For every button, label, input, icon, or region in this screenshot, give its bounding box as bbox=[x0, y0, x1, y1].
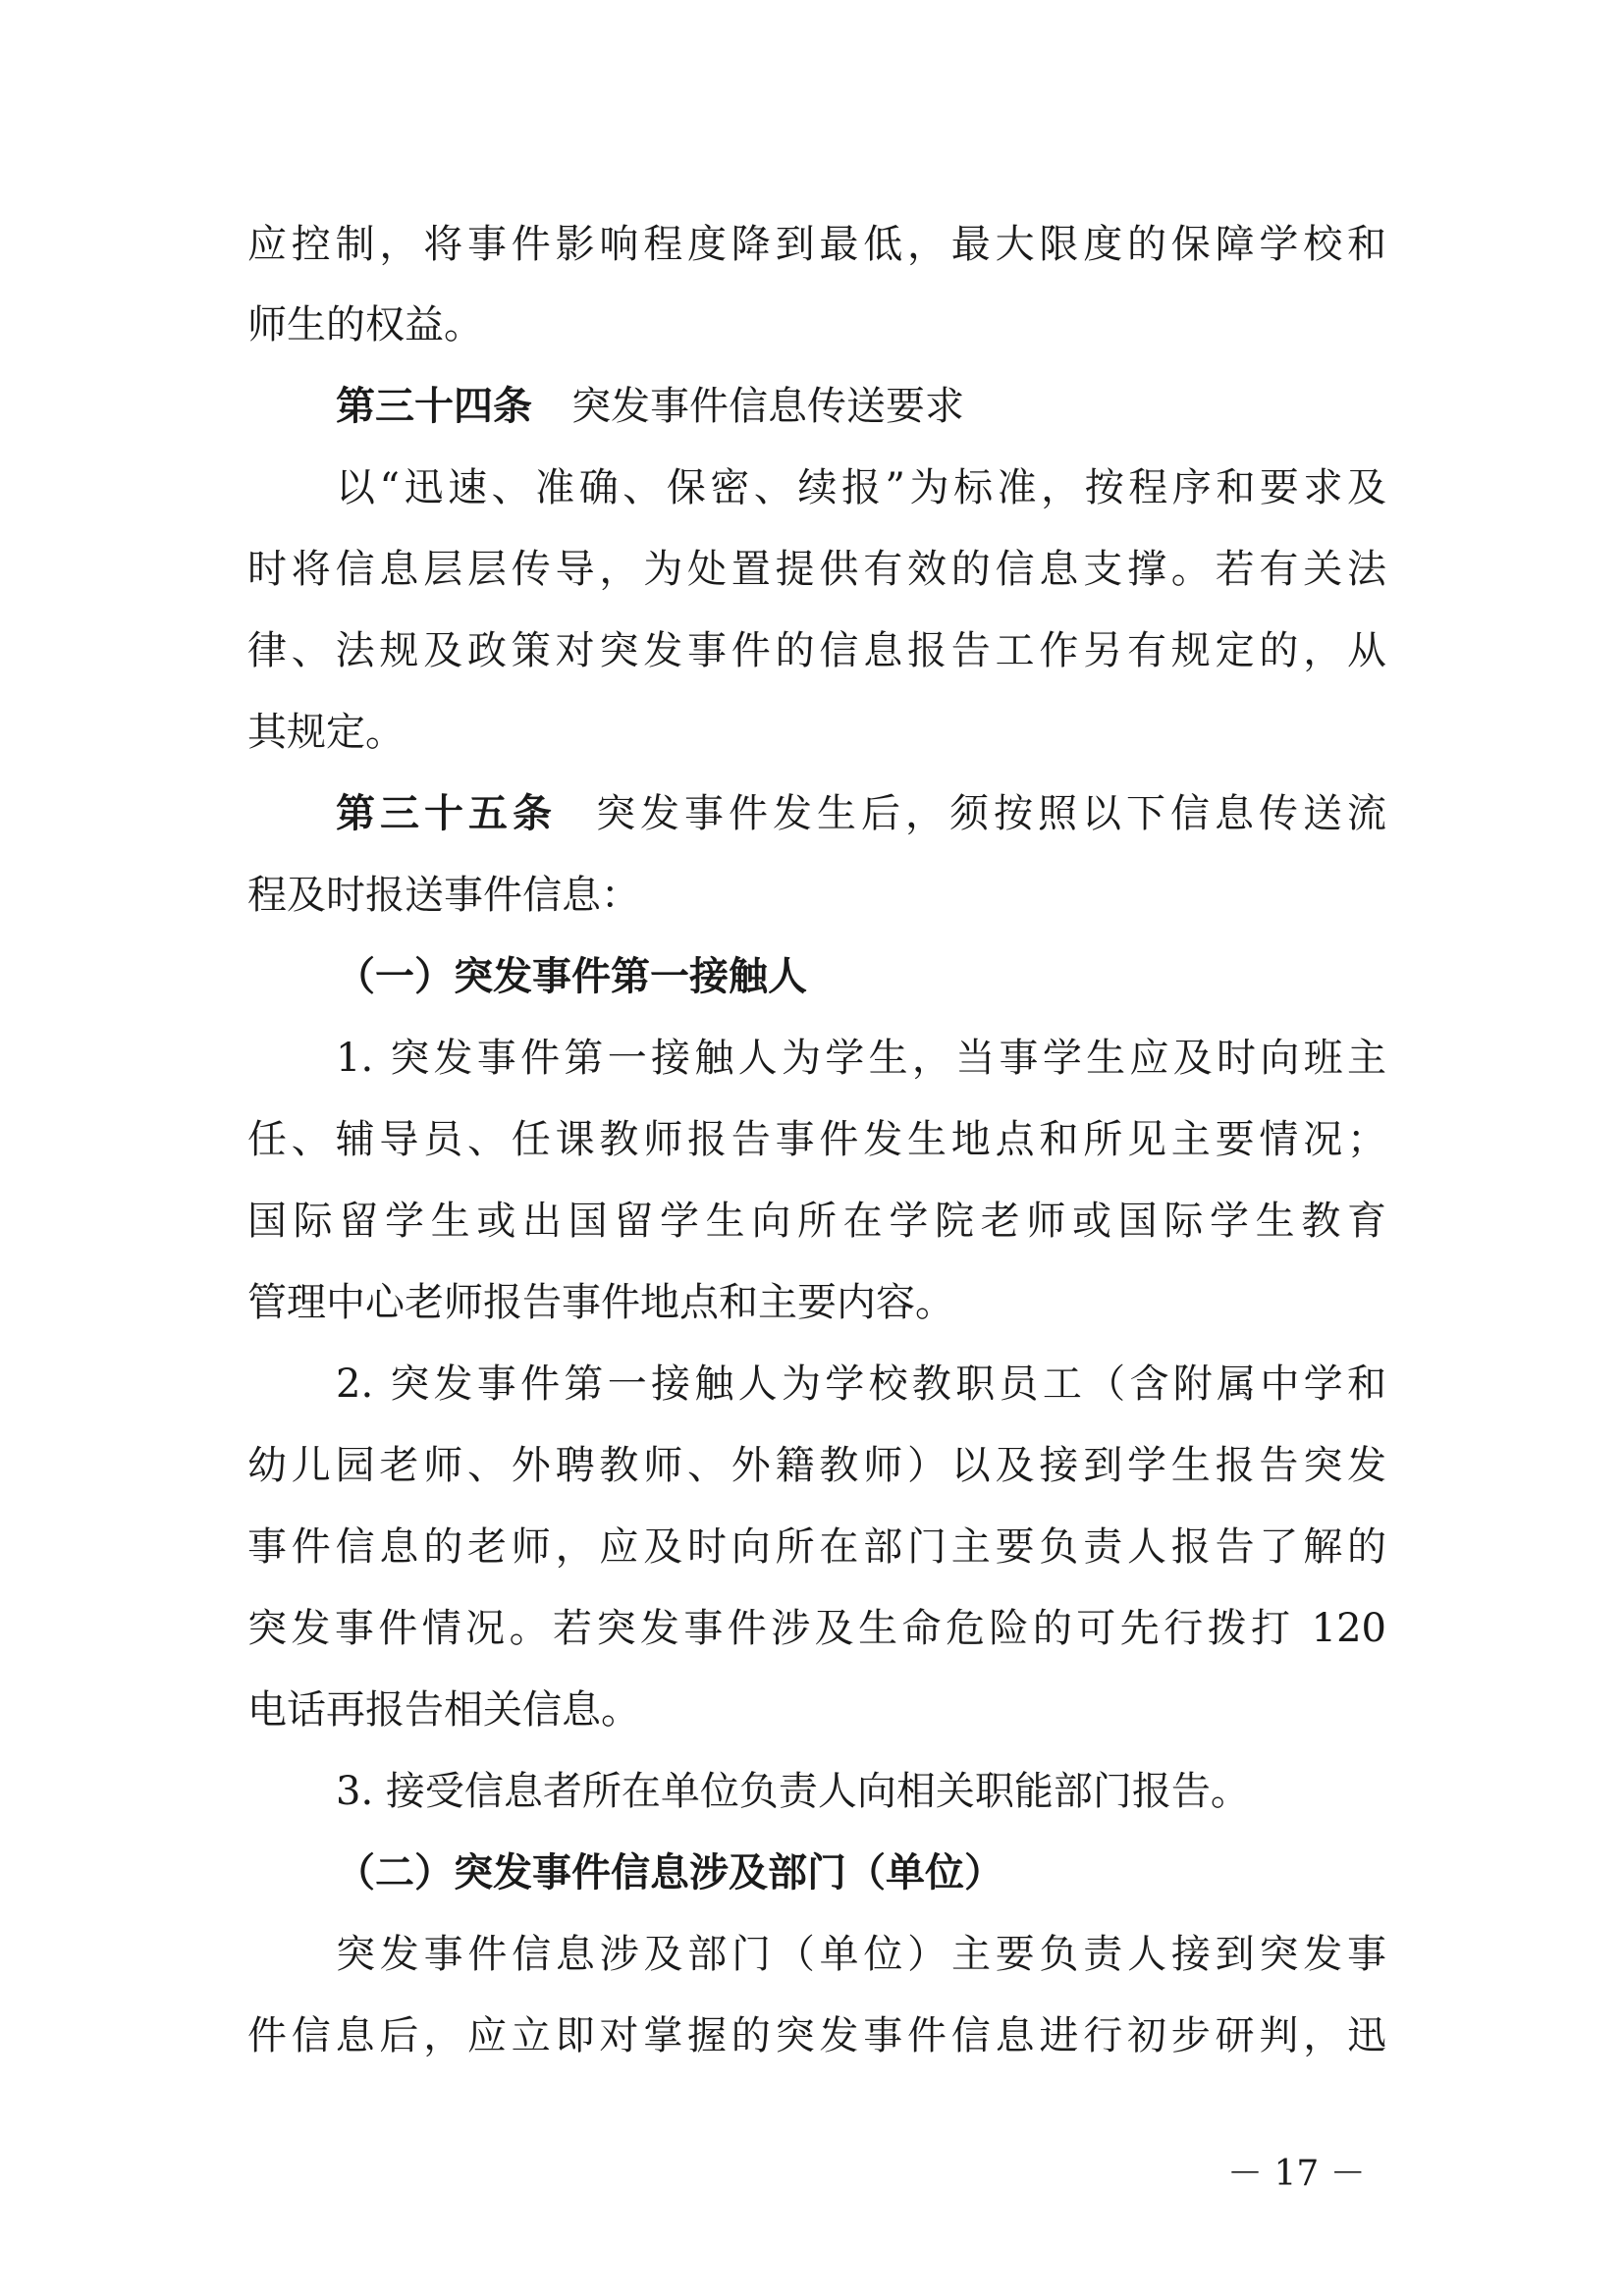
article-number: 第三十五条 bbox=[336, 790, 557, 836]
paragraph-line: 律、法规及政策对突发事件的信息报告工作另有规定的，从 bbox=[247, 628, 1386, 673]
article-35-heading bbox=[336, 784, 1386, 843]
article-text: 突发事件发生后，须按照以下信息传送流 bbox=[596, 791, 1386, 836]
paragraph-line: 突发事件信息涉及部门（单位）主要负责人接到突发事 bbox=[336, 1932, 1386, 1977]
paragraph-line: 应控制，将事件影响程度降到最低，最大限度的保障学校和 bbox=[247, 222, 1386, 267]
article-title: 突发事件信息传送要求 bbox=[571, 384, 964, 429]
paragraph-line: 1. 突发事件第一接触人为学生，当事学生应及时向班主 bbox=[336, 1036, 1386, 1081]
paragraph-line: 任、辅导员、任课教师报告事件发生地点和所见主要情况； bbox=[247, 1117, 1386, 1162]
page-number: － 17 － bbox=[1227, 2154, 1366, 2194]
section-heading: （一）突发事件第一接触人 bbox=[336, 953, 807, 999]
paragraph-line: 电话再报告相关信息。 bbox=[247, 1687, 640, 1733]
paragraph-line: 件信息后，应立即对掌握的突发事件信息进行初步研判，迅 bbox=[247, 2013, 1386, 2058]
paragraph-line: 2. 突发事件第一接触人为学校教职员工（含附属中学和 bbox=[336, 1362, 1386, 1407]
paragraph-line: 事件信息的老师，应及时向所在部门主要负责人报告了解的 bbox=[247, 1524, 1386, 1570]
paragraph-line: 时将信息层层传导，为处置提供有效的信息支撑。若有关法 bbox=[247, 547, 1386, 592]
paragraph-line: 程及时报送事件信息： bbox=[247, 873, 640, 918]
paragraph-line: 3. 接受信息者所在单位负责人向相关职能部门报告。 bbox=[336, 1769, 1250, 1814]
article-34-heading bbox=[336, 377, 1386, 436]
section-heading: （二）突发事件信息涉及部门（单位） bbox=[336, 1849, 1003, 1896]
article-number: 第三十四条 bbox=[336, 383, 532, 429]
paragraph-line: 国际留学生或出国留学生向所在学院老师或国际学生教育 bbox=[247, 1199, 1386, 1244]
paragraph-line: 幼儿园老师、外聘教师、外籍教师）以及接到学生报告突发 bbox=[247, 1443, 1386, 1488]
paragraph-line: 其规定。 bbox=[247, 710, 405, 755]
paragraph-line: 师生的权益。 bbox=[247, 302, 483, 347]
paragraph-line: 管理中心老师报告事件地点和主要内容。 bbox=[247, 1280, 954, 1325]
paragraph-line: 突发事件情况。若突发事件涉及生命危险的可先行拨打 120 bbox=[247, 1606, 1386, 1651]
paragraph-line: 以“迅速、准确、保密、续报”为标准，按程序和要求及 bbox=[336, 465, 1386, 510]
